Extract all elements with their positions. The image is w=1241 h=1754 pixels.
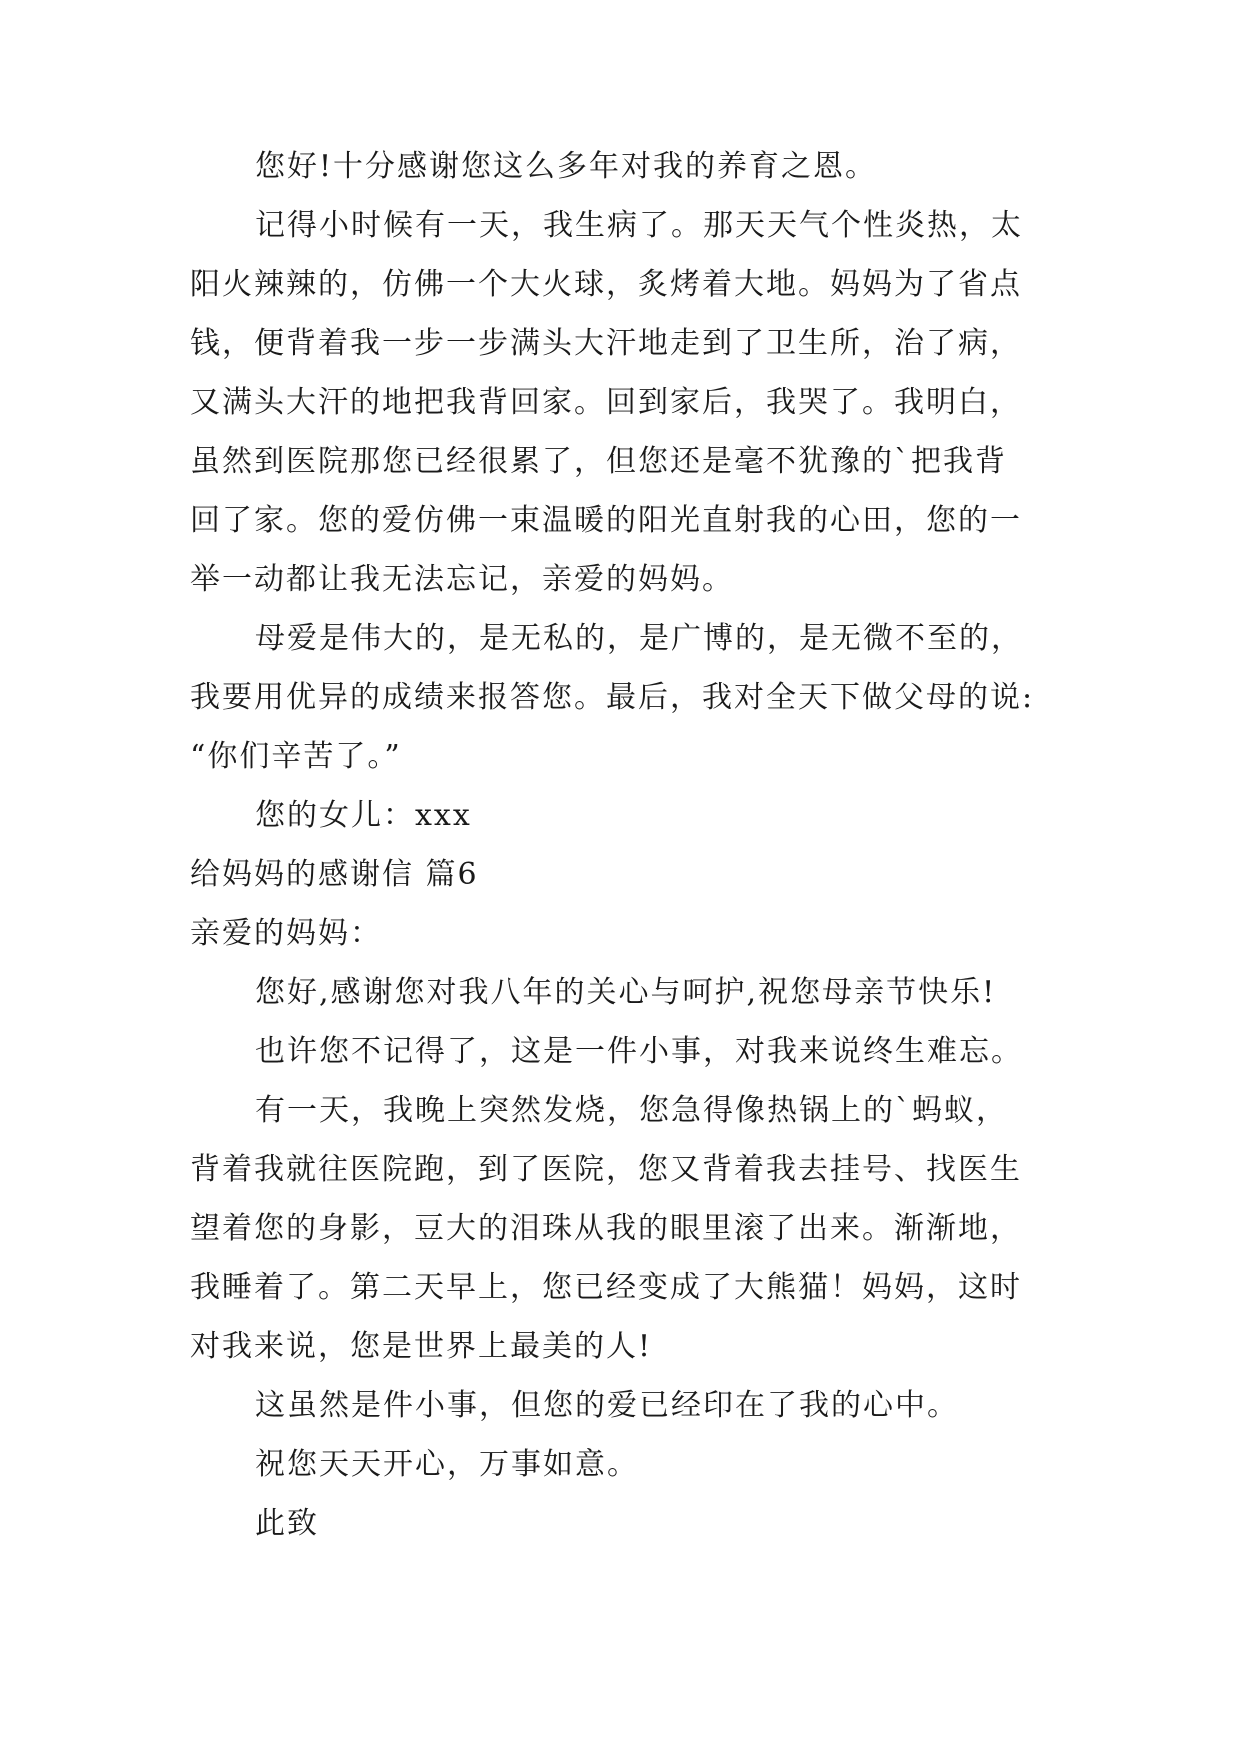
greeting-paragraph: 您好!十分感谢您这么多年对我的养育之恩。 [255, 149, 878, 184]
love-paragraph-line: 我要用优异的成绩来报答您。最后，我对全天下做父母的说: [190, 680, 1035, 715]
salutation: 亲爱的妈妈： [190, 916, 382, 951]
love-paragraph-line: 母爱是伟大的，是无私的，是广博的，是无微不至的， [255, 621, 1023, 656]
wish-line: 祝您天天开心，万事如意。 [255, 1447, 639, 1482]
memory-paragraph-line: 回了家。您的爱仿佛一束温暖的阳光直射我的心田，您的一 [190, 503, 1022, 538]
story-paragraph-line: 对我来说，您是世界上最美的人! [190, 1329, 653, 1364]
memory-paragraph-line: 虽然到医院那您已经很累了，但您还是毫不犹豫的`把我背 [190, 444, 1007, 479]
memory-paragraph-line: 又满头大汗的地把我背回家。回到家后，我哭了。我明白， [190, 385, 1022, 420]
story-paragraph-line: 有一天，我晚上突然发烧，您急得像热锅上的`蚂蚁， [255, 1093, 1008, 1128]
closing-line: 此致 [255, 1506, 319, 1541]
story-paragraph-line: 我睡着了。第二天早上，您已经变成了大熊猫！妈妈，这时 [190, 1270, 1022, 1305]
memory-paragraph-line: 记得小时候有一天，我生病了。那天天气个性炎热，太 [255, 208, 1023, 243]
paragraph-line: 这虽然是件小事，但您的爱已经印在了我的心中。 [255, 1388, 959, 1423]
paragraph-line: 也许您不记得了，这是一件小事，对我来说终生难忘。 [255, 1034, 1023, 1069]
memory-paragraph-line: 阳火辣辣的，仿佛一个大火球，炙烤着大地。妈妈为了省点 [190, 267, 1022, 302]
memory-paragraph-line: 举一动都让我无法忘记，亲爱的妈妈。 [190, 562, 734, 597]
story-paragraph-line: 背着我就往医院跑，到了医院，您又背着我去挂号、找医生 [190, 1152, 1022, 1187]
love-paragraph-line: “你们辛苦了。” [190, 739, 402, 774]
greeting-paragraph: 您好,感谢您对我八年的关心与呵护,祝您母亲节快乐! [255, 975, 997, 1010]
signature-line: 您的女儿：xxx [255, 798, 472, 833]
section-heading: 给妈妈的感谢信 篇6 [190, 857, 479, 892]
memory-paragraph-line: 钱，便背着我一步一步满头大汗地走到了卫生所，治了病， [190, 326, 1022, 361]
story-paragraph-line: 望着您的身影，豆大的泪珠从我的眼里滚了出来。渐渐地， [190, 1211, 1022, 1246]
